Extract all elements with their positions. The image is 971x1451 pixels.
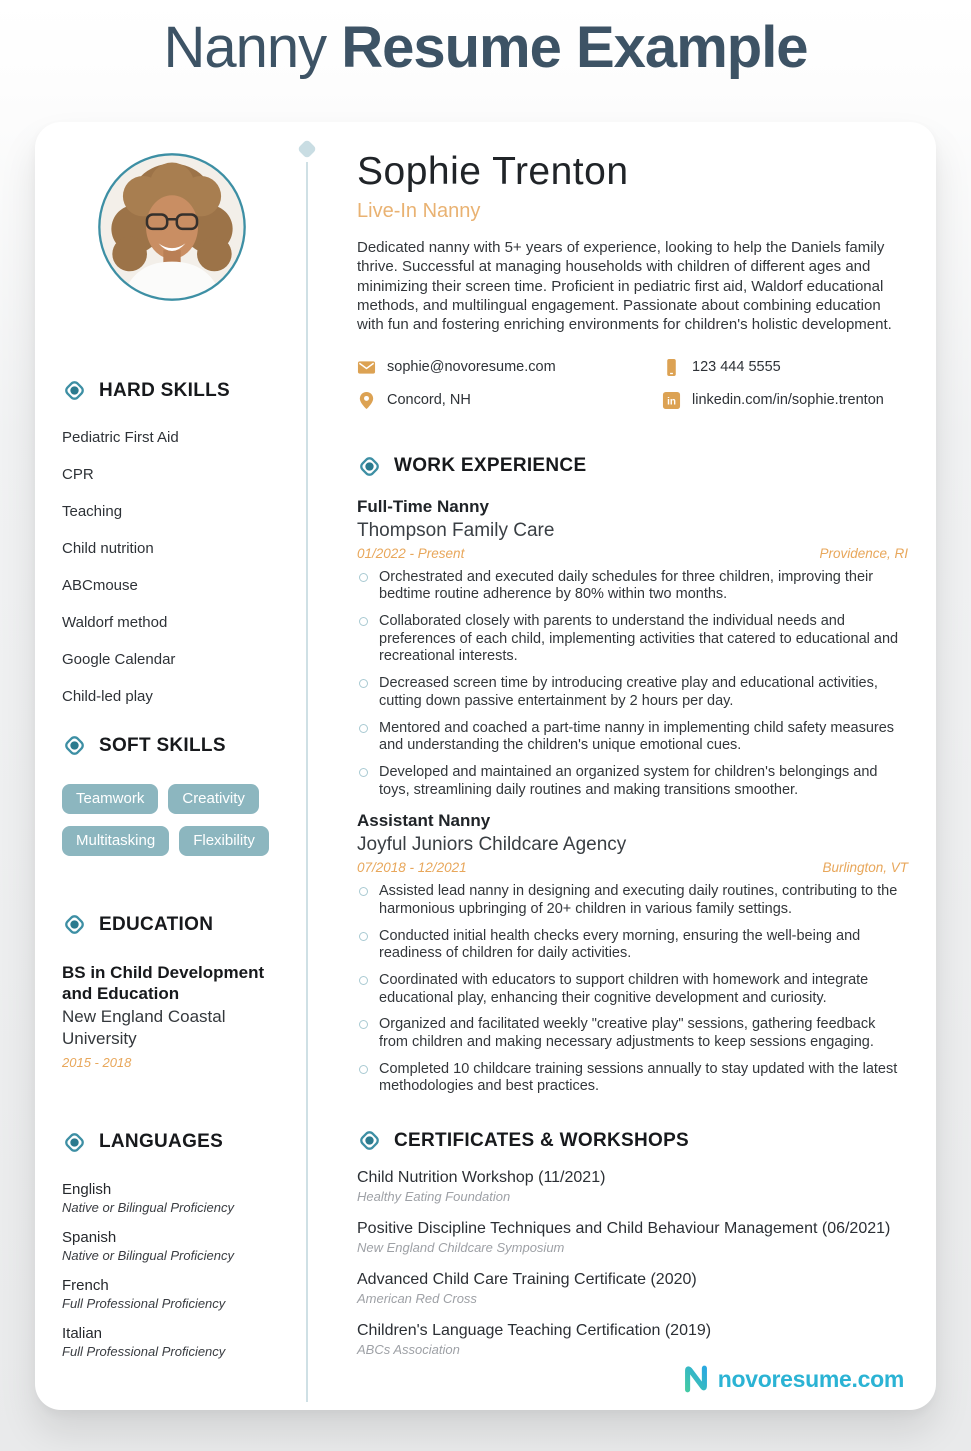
section-education (62, 912, 281, 1070)
job-bullet: Mentored and coached a part-time nanny in implementing child safety measures and understanding the children's unique emotional cues. (357, 720, 908, 755)
diamond-icon (357, 454, 382, 479)
svg-text:in: in (667, 396, 676, 408)
language-name: English (62, 1180, 112, 1198)
language-name: Italian (62, 1324, 103, 1342)
education-dates: 2015 - 2018 (62, 1054, 132, 1070)
section-title-hard-skills: HARD SKILLS (99, 379, 231, 401)
contact-linkedin-text: linkedin.com/in/sophie.trenton (692, 392, 884, 409)
person-name: Sophie Trenton (357, 150, 629, 193)
diamond-icon (62, 733, 87, 758)
job-entry-2 (357, 811, 908, 1096)
job-bullet: Orchestrated and executed daily schedules for three children, improving their bedtime routine adherence by 80% within two months. (357, 569, 908, 604)
soft-skill-pill: Creativity (168, 784, 259, 814)
certificate-name: Positive Discipline Techniques and Child Behaviour Management (06/2021) (357, 1220, 891, 1238)
language-item (62, 1229, 281, 1263)
hard-skill-item: Child-led play (62, 688, 153, 705)
job-title: Full-Time Nanny (357, 496, 489, 516)
hard-skill-item: Teaching (62, 503, 123, 520)
job-location: Providence, RI (819, 545, 908, 561)
certificate-org: New England Childcare Symposium (357, 1240, 565, 1256)
certificate-item (357, 1169, 908, 1204)
map-pin-icon (357, 391, 376, 410)
language-item (62, 1277, 281, 1311)
hard-skill-item: CPR (62, 466, 94, 483)
page-title-light: Nanny (163, 15, 327, 80)
envelope-icon (357, 358, 376, 377)
person-job-title: Live-In Nanny (357, 200, 481, 222)
job-bullet: Coordinated with educators to support children with homework and integrate educational play, enhancing their cognitive development and curiosity. (357, 972, 908, 1007)
language-item (62, 1181, 281, 1215)
mobile-phone-icon (662, 358, 681, 377)
education-school: New England Coastal University (62, 1007, 226, 1048)
profile-summary: Dedicated nanny with 5+ years of experience, looking to help the Daniels family thrive. Successful at managing households with children of different ages and minimizing their screen time. Proficient in pediatric first aid, Waldorf educational methods, and multilingual engagement. Passionate about combining education with fun and fostering enriching environments for children's holistic development. (357, 239, 892, 334)
job-bullet-list (357, 569, 908, 800)
certificate-name: Children's Language Teaching Certification (2019) (357, 1322, 712, 1340)
section-title-soft-skills: SOFT SKILLS (99, 734, 226, 756)
resume-main (307, 122, 936, 1410)
job-entry-1 (357, 497, 908, 800)
education-degree: BS in Child Development and Education (62, 963, 265, 1003)
section-hard-skills (62, 378, 281, 705)
hard-skill-item: Waldorf method (62, 614, 168, 631)
language-name: Spanish (62, 1228, 117, 1246)
diamond-icon (62, 1130, 87, 1155)
resume-sidebar (35, 122, 307, 1410)
section-title-languages: LANGUAGES (99, 1131, 224, 1153)
job-bullet-list (357, 883, 908, 1096)
hard-skill-item: Pediatric First Aid (62, 429, 179, 446)
job-bullet: Collaborated closely with parents to understand the individual needs and preferences of each child, implementing activities that catered to educational and recreational interests. (357, 613, 908, 666)
soft-skill-pill: Multitasking (62, 826, 169, 856)
certificate-org: American Red Cross (357, 1291, 477, 1307)
language-level: Native or Bilingual Proficiency (62, 1247, 234, 1263)
page-title (0, 0, 971, 80)
brand-text: novoresume.com (717, 1365, 904, 1392)
contact-phone-text: 123 444 5555 (692, 359, 781, 376)
section-certificates (357, 1128, 908, 1357)
diamond-icon (62, 912, 87, 937)
language-name: French (62, 1276, 109, 1294)
certificate-org: ABCs Association (357, 1342, 460, 1358)
language-level: Full Professional Proficiency (62, 1295, 226, 1311)
contact-location-text: Concord, NH (387, 392, 471, 409)
contact-linkedin (662, 391, 908, 410)
certificates-list (357, 1169, 908, 1357)
profile-photo (95, 150, 249, 304)
hard-skill-item: Child nutrition (62, 540, 154, 557)
language-level: Native or Bilingual Proficiency (62, 1199, 234, 1215)
certificate-item (357, 1322, 908, 1357)
contact-phone (662, 358, 908, 377)
soft-skill-pill: Teamwork (62, 784, 158, 814)
contact-email-text: sophie@novoresume.com (387, 359, 556, 376)
contact-email (357, 358, 662, 377)
novoresume-logo[interactable] (681, 1364, 904, 1394)
job-bullet: Decreased screen time by introducing creative play and educational activities, cutting down passive entertainment by 2 hours per day. (357, 675, 908, 710)
diamond-icon (357, 1128, 382, 1153)
hard-skills-list (62, 429, 281, 705)
job-location: Burlington, VT (822, 860, 908, 876)
soft-skill-pill: Flexibility (179, 826, 269, 856)
job-bullet: Conducted initial health checks every morning, ensuring the well-being and readiness of children for daily activities. (357, 928, 908, 963)
hard-skill-item: ABCmouse (62, 577, 138, 594)
language-item (62, 1325, 281, 1359)
novoresume-n-icon (681, 1364, 711, 1394)
certificate-item (357, 1271, 908, 1306)
contact-info (357, 358, 908, 410)
job-bullet: Assisted lead nanny in designing and executing daily routines, contributing to the harmonious upbringing of 20+ children in various family settings. (357, 883, 908, 918)
section-soft-skills (62, 733, 281, 856)
resume-card (35, 122, 936, 1410)
diamond-icon (62, 378, 87, 403)
languages-list (62, 1181, 281, 1359)
job-bullet: Developed and maintained an organized system for children's belongings and toys, streamlining daily routines and making transitions smoother. (357, 764, 908, 799)
language-level: Full Professional Proficiency (62, 1343, 226, 1359)
job-dates: 01/2022 - Present (357, 545, 465, 561)
section-title-certificates: CERTIFICATES & WORKSHOPS (394, 1129, 690, 1151)
section-languages (62, 1130, 281, 1359)
soft-skills-list (62, 784, 281, 856)
job-title: Assistant Nanny (357, 811, 491, 831)
certificate-org: Healthy Eating Foundation (357, 1189, 511, 1205)
contact-location (357, 391, 662, 410)
page-title-bold: Resume Example (341, 15, 808, 80)
certificate-name: Advanced Child Care Training Certificate (2020) (357, 1271, 697, 1289)
certificate-item (357, 1220, 908, 1255)
job-company: Joyful Juniors Childcare Agency (357, 834, 627, 856)
job-company: Thompson Family Care (357, 519, 555, 541)
job-bullet: Completed 10 childcare training sessions annually to stay updated with the latest methodologies and best practices. (357, 1061, 908, 1096)
job-bullet: Organized and facilitated weekly "creative play" sessions, gathering feedback from children and making necessary adjustments to keep sessions engaging. (357, 1016, 908, 1051)
linkedin-icon (662, 391, 681, 410)
hard-skill-item: Google Calendar (62, 651, 176, 668)
job-dates: 07/2018 - 12/2021 (357, 860, 467, 876)
section-title-work-experience: WORK EXPERIENCE (394, 455, 587, 477)
certificate-name: Child Nutrition Workshop (11/2021) (357, 1169, 606, 1187)
section-title-education: EDUCATION (99, 913, 214, 935)
section-work-experience (357, 454, 908, 1096)
